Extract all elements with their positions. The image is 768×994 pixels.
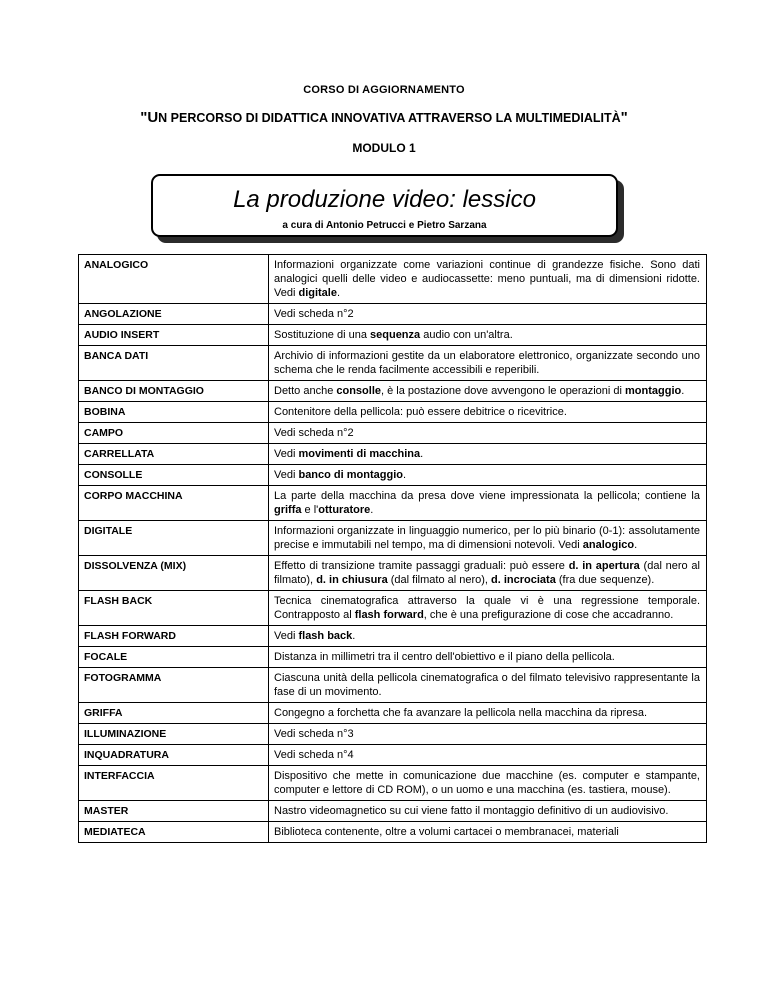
glossary-definition	[269, 444, 707, 465]
glossary-definition-text: Vedi scheda n°2	[274, 427, 354, 439]
glossary-row	[79, 822, 707, 843]
glossary-row	[79, 325, 707, 346]
glossary-definition	[269, 304, 707, 325]
glossary-row	[79, 402, 707, 423]
glossary-row	[79, 346, 707, 381]
glossary-definition	[269, 465, 707, 486]
course-label: CORSO DI AGGIORNAMENTO	[303, 84, 465, 96]
glossary-definition	[269, 766, 707, 801]
glossary-row	[79, 556, 707, 591]
glossary-row	[79, 647, 707, 668]
glossary-term: CARRELLATA	[79, 444, 269, 465]
glossary-term: FLASH BACK	[79, 591, 269, 626]
glossary-definition-text: (dal filmato al nero),	[387, 574, 492, 586]
glossary-definition-text: Detto anche	[274, 385, 337, 397]
glossary-row	[79, 255, 707, 304]
glossary-term: CAMPO	[79, 423, 269, 444]
glossary-term: BOBINA	[79, 402, 269, 423]
subtitle-initial: U	[147, 109, 159, 126]
glossary-definition	[269, 668, 707, 703]
glossary-definition-text: audio con un'altra.	[420, 329, 513, 341]
glossary-definition	[269, 647, 707, 668]
glossary-row	[79, 626, 707, 647]
glossary-definition-text: .	[681, 385, 685, 397]
module-label: MODULO 1	[352, 141, 416, 155]
glossary-crossref: analogico	[582, 539, 635, 551]
glossary-term: AUDIO INSERT	[79, 325, 269, 346]
glossary-definition	[269, 801, 707, 822]
glossary-term: MEDIATECA	[79, 822, 269, 843]
glossary-term: ILLUMINAZIONE	[79, 724, 269, 745]
glossary-crossref: digitale	[298, 287, 337, 299]
glossary-crossref: montaggio	[625, 385, 682, 397]
glossary-term: INTERFACCIA	[79, 766, 269, 801]
glossary-definition	[269, 255, 707, 304]
glossary-row	[79, 486, 707, 521]
glossary-row	[79, 668, 707, 703]
glossary-crossref: d. in chiusura	[316, 574, 388, 586]
glossary-row	[79, 381, 707, 402]
glossary-crossref: griffa	[274, 504, 302, 516]
subtitle-text: N PERCORSO DI DIDATTICA INNOVATIVA ATTRAVERSO LA MULTIMEDIALITÀ	[158, 111, 621, 125]
glossary-crossref: d. incrociata	[491, 574, 556, 586]
glossary-definition-text: La parte della macchina da presa dove viene impressionata la pellicola; contiene la	[274, 490, 700, 502]
glossary-definition-text: Dispositivo che mette in comunicazione due macchine (es. computer e stampante, computer e lettore di CD ROM), o un uomo e una macchina (es. tastiera, mouse).	[274, 770, 700, 796]
glossary-definition-text: Congegno a forchetta che fa avanzare la pellicola nella macchina da ripresa.	[274, 707, 648, 719]
glossary-definition	[269, 346, 707, 381]
glossary-body	[79, 255, 707, 843]
glossary-row	[79, 444, 707, 465]
glossary-definition-text: Effetto di transizione tramite passaggi graduali: può essere	[274, 560, 569, 572]
document-authors: a cura di Antonio Petrucci e Pietro Sarzana	[282, 220, 487, 231]
glossary-term: BANCA DATI	[79, 346, 269, 381]
glossary-row	[79, 465, 707, 486]
document-title: La produzione video: lessico	[233, 186, 536, 213]
glossary-definition-text: Tecnica cinematografica attraverso la quale vi è una regressione temporale. Contrapposto al	[274, 595, 700, 621]
glossary-definition-text: Contenitore della pellicola: può essere debitrice o ricevitrice.	[274, 406, 567, 418]
glossary-definition-text: Vedi scheda n°4	[274, 749, 354, 761]
glossary-definition	[269, 521, 707, 556]
glossary-definition-text: Informazioni organizzate in linguaggio numerico, per lo più binario (0-1): assolutamente precise e immutabili nel tempo, ma di dimensioni notevoli. Vedi	[274, 525, 700, 551]
glossary-term: CORPO MACCHINA	[79, 486, 269, 521]
glossary-definition-text: .	[402, 469, 407, 481]
glossary-definition-text: .	[336, 287, 341, 299]
glossary-definition	[269, 423, 707, 444]
glossary-term: FOTOGRAMMA	[79, 668, 269, 703]
glossary-definition-text: e l'	[301, 504, 319, 516]
glossary-definition-text: Nastro videomagnetico su cui viene fatto il montaggio definitivo di un audiovisivo.	[274, 805, 669, 817]
glossary-definition-text: Vedi scheda n°2	[274, 308, 354, 320]
glossary-definition-text: (fra due sequenze).	[555, 574, 655, 586]
glossary-definition-text: Distanza in millimetri tra il centro dell'obiettivo e il piano della pellicola.	[274, 651, 615, 663]
glossary-definition-text: , è la postazione dove avvengono le operazioni di	[381, 385, 626, 397]
glossary-definition	[269, 486, 707, 521]
glossary-definition	[269, 822, 707, 843]
glossary-definition-text: Ciascuna unità della pellicola cinematografica o del filmato televisivo rappresentante la fase di un movimento.	[274, 672, 700, 698]
glossary-term: FOCALE	[79, 647, 269, 668]
title-box	[151, 174, 618, 237]
glossary-term: DISSOLVENZA (MIX)	[79, 556, 269, 591]
glossary-definition-text: .	[370, 504, 374, 516]
glossary-definition-text: Archivio di informazioni gestite da un elaboratore elettronico, organizzate secondo uno schema che le renda facilmente accessibili e reperibili.	[274, 350, 700, 376]
glossary-definition-text: Vedi scheda n°3	[274, 728, 354, 740]
glossary-term: DIGITALE	[79, 521, 269, 556]
glossary-table	[78, 254, 707, 843]
glossary-term: ANALOGICO	[79, 255, 269, 304]
glossary-term: GRIFFA	[79, 703, 269, 724]
glossary-row	[79, 703, 707, 724]
glossary-definition	[269, 402, 707, 423]
glossary-definition-text: Vedi	[274, 630, 299, 642]
glossary-definition-text: .	[634, 539, 638, 551]
glossary-row	[79, 766, 707, 801]
glossary-definition-text: .	[352, 630, 356, 642]
glossary-crossref: sequenza	[370, 329, 421, 341]
glossary-definition	[269, 556, 707, 591]
glossary-row	[79, 724, 707, 745]
glossary-row	[79, 304, 707, 325]
glossary-crossref: d. in apertura	[568, 560, 640, 572]
subtitle-open-quote: "	[140, 109, 148, 126]
glossary-crossref: consolle	[336, 385, 381, 397]
glossary-term: MASTER	[79, 801, 269, 822]
glossary-definition	[269, 745, 707, 766]
glossary-definition	[269, 325, 707, 346]
glossary-row	[79, 745, 707, 766]
glossary-definition-text: .	[420, 448, 424, 460]
glossary-term: BANCO DI MONTAGGIO	[79, 381, 269, 402]
glossary-term: CONSOLLE	[79, 465, 269, 486]
glossary-definition-text: Vedi	[274, 448, 299, 460]
glossary-crossref: banco di montaggio	[298, 469, 403, 481]
subtitle-close-quote: "	[620, 109, 628, 126]
glossary-row	[79, 591, 707, 626]
glossary-definition-text: Informazioni organizzate come variazioni continue di grandezze fisiche. Sono dati analogici quelli delle video e audiocassette: meno puntuali, ma di dimensioni ridotte. Vedi	[274, 259, 700, 299]
glossary-definition	[269, 591, 707, 626]
glossary-definition-text: Biblioteca contenente, oltre a volumi cartacei o membranacei, materiali	[274, 826, 619, 838]
glossary-row	[79, 801, 707, 822]
glossary-crossref: movimenti di macchina	[298, 448, 421, 460]
glossary-crossref: otturatore	[318, 504, 371, 516]
glossary-definition	[269, 703, 707, 724]
glossary-row	[79, 423, 707, 444]
glossary-definition-text: Sostituzione di una	[274, 329, 371, 341]
glossary-term: ANGOLAZIONE	[79, 304, 269, 325]
glossary-definition-text: Vedi	[274, 469, 299, 481]
glossary-definition	[269, 724, 707, 745]
glossary-crossref: flash forward	[354, 609, 424, 621]
glossary-term: FLASH FORWARD	[79, 626, 269, 647]
glossary-definition	[269, 381, 707, 402]
glossary-crossref: flash back	[298, 630, 353, 642]
glossary-row	[79, 521, 707, 556]
glossary-definition	[269, 626, 707, 647]
glossary-definition-text: , che è una prefigurazione di cose che accadranno.	[423, 609, 674, 621]
course-subtitle	[0, 109, 768, 126]
glossary-term: INQUADRATURA	[79, 745, 269, 766]
glossary-definition-text: (dal nero al filmato),	[274, 560, 700, 586]
